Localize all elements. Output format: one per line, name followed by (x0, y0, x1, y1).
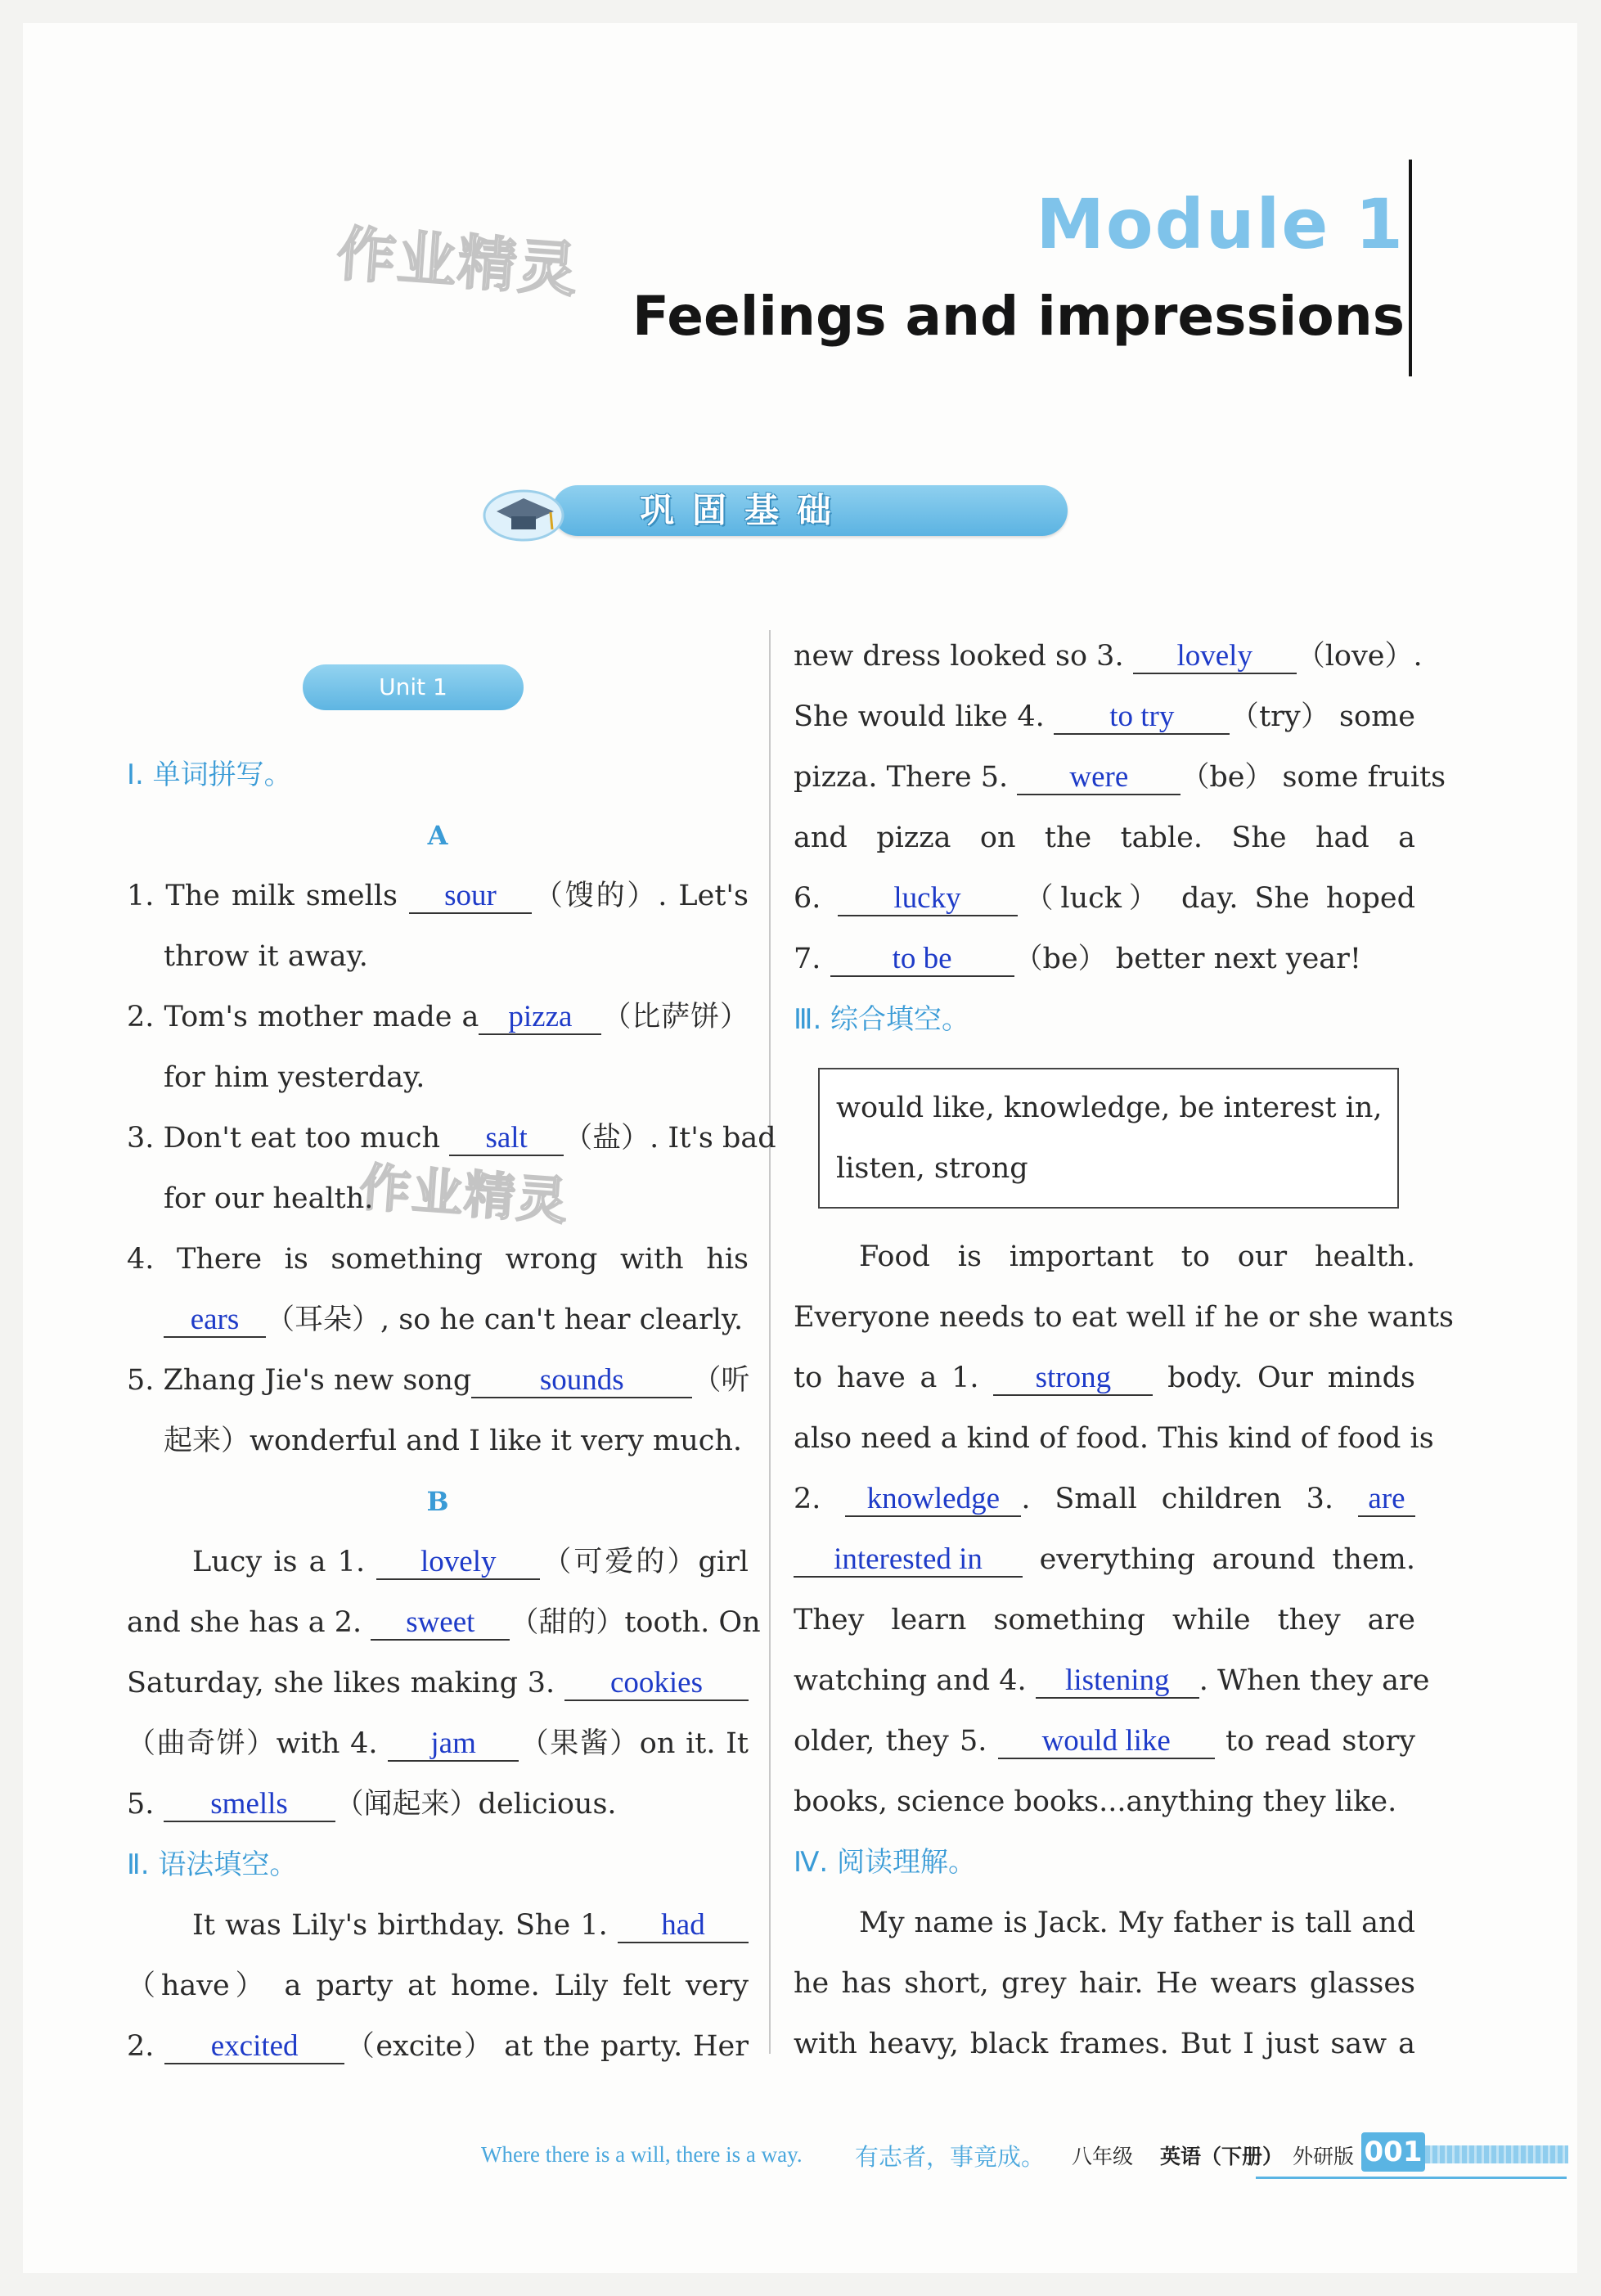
unit-label: Unit 1 (303, 664, 524, 710)
answer-blank[interactable]: had (618, 1909, 749, 1943)
question-line (127, 987, 749, 1047)
question-line: throw it away. (164, 940, 368, 973)
question-text: （耳朵）, so he can't hear clearly. (266, 1303, 744, 1336)
question-text: （馊的）. Let's (531, 880, 749, 912)
answer-blank[interactable]: sweet (371, 1606, 510, 1641)
passage-line (794, 868, 1415, 929)
question-number: 4. (127, 1243, 155, 1276)
answer-blank[interactable]: salt (449, 1122, 564, 1156)
footer-edition: 外研版 (1293, 2145, 1355, 2168)
section-banner (479, 479, 1068, 544)
passage-line (794, 1529, 1415, 1590)
question-line (127, 866, 749, 926)
question-line (127, 1108, 776, 1168)
question-text: Tom's mother made a (164, 1001, 479, 1033)
passage-line (794, 747, 1446, 808)
passage-line (127, 1532, 749, 1592)
passage-text: . Small children 3. (1021, 1483, 1334, 1515)
question-number: 3. (127, 1122, 155, 1155)
answer-blank[interactable]: sounds (471, 1364, 692, 1398)
question-text: （盐）. It's bad (564, 1122, 776, 1155)
question-line (127, 1290, 749, 1350)
question-text: （比萨饼） (601, 1001, 749, 1033)
answer-blank[interactable]: to try (1054, 700, 1230, 735)
answer-blank[interactable]: smells (164, 1788, 335, 1822)
footer-rule (1256, 2177, 1567, 2179)
question-line (127, 1350, 749, 1411)
question-text: Zhang Jie's new song (163, 1364, 472, 1397)
passage-line: Everyone needs to eat well if he or she wants (794, 1301, 1454, 1334)
passage-text: （甜的）tooth. On (510, 1606, 761, 1639)
passage-line (127, 2016, 749, 2077)
answer-blank[interactable]: pizza (479, 1001, 601, 1035)
passage-text: （果酱）on it. It (519, 1727, 749, 1760)
passage-line (127, 1713, 749, 1774)
passage-text: Saturday, she likes making 3. (127, 1667, 555, 1699)
answer-blank[interactable]: lucky (838, 882, 1018, 916)
passage-text: She would like 4. (794, 700, 1045, 733)
passage-text: 2. (127, 2030, 155, 2063)
passage-text: body. Our minds (1167, 1362, 1415, 1394)
passage-line (794, 1469, 1415, 1529)
passage-line (794, 626, 1423, 687)
passage-line: also need a kind of food. This kind of food is (794, 1422, 1434, 1455)
passage-line (794, 1348, 1415, 1408)
question-line: for him yesterday. (164, 1061, 425, 1094)
answer-blank[interactable]: lovely (376, 1546, 540, 1580)
section-banner-title: 巩固基础 (639, 490, 849, 530)
answer-blank[interactable]: sour (409, 880, 532, 914)
passage-text: It was Lily's birthday. She 1. (192, 1909, 608, 1942)
watermark: 作业精灵 (358, 1157, 571, 1231)
passage-line: My name is Jack. My father is tall and (859, 1907, 1415, 1939)
answer-blank[interactable]: jam (388, 1727, 519, 1762)
passage-text: （闻起来）delicious. (335, 1788, 617, 1821)
passage-text: 7. (794, 943, 821, 975)
passage-text: （be） better next year! (1014, 943, 1361, 975)
word-bank-line: listen, strong (836, 1152, 1028, 1185)
passage-line: （have） a party at home. Lily felt very (127, 1970, 749, 2002)
word-bank (818, 1068, 1399, 1209)
question-text: Don't eat too much (163, 1122, 441, 1155)
passage-text: 6. (794, 882, 821, 915)
answer-blank[interactable]: are (1358, 1483, 1415, 1517)
passage-text: （be） some fruits (1181, 761, 1446, 794)
answer-blank[interactable]: lovely (1133, 640, 1297, 674)
module-title: Module 1 (1036, 184, 1405, 264)
passage-text: to read story (1225, 1725, 1415, 1758)
passage-line: books, science books...anything they like. (794, 1785, 1397, 1818)
passage-text: （excite） at the party. Her (344, 2030, 749, 2063)
title-divider (1409, 160, 1412, 376)
answer-blank[interactable]: interested in (794, 1543, 1023, 1578)
question-text: There is something wrong with his (177, 1243, 749, 1276)
footer-grade: 八年级 (1072, 2145, 1134, 2168)
passage-line: They learn something while they are (794, 1604, 1415, 1636)
answer-blank[interactable]: cookies (564, 1667, 749, 1701)
passage-text: . When they are (1199, 1664, 1430, 1697)
passage-line (794, 687, 1415, 747)
answer-blank[interactable]: would like (998, 1725, 1215, 1759)
passage-text: watching and 4. (794, 1664, 1027, 1697)
section-heading: Ⅰ. 单词拼写。 (127, 759, 292, 791)
passage-text: （可爱的）girl (540, 1546, 749, 1578)
answer-blank[interactable]: strong (993, 1362, 1153, 1396)
passage-line (794, 929, 1415, 989)
answer-blank[interactable]: were (1017, 761, 1181, 795)
footer-motto-chinese: 有志者，事竟成。 (855, 2143, 1046, 2171)
passage-text: （try） some (1230, 700, 1415, 733)
page-number: 001 (1361, 2132, 1425, 2172)
passage-text: 5. (127, 1788, 155, 1821)
watermark: 作业精灵 (335, 218, 582, 305)
page-footer (0, 2127, 1601, 2177)
passage-line (127, 1774, 749, 1835)
answer-blank[interactable]: excited (164, 2030, 344, 2064)
answer-blank[interactable]: listening (1036, 1664, 1199, 1699)
question-text: The milk smells (165, 880, 398, 912)
passage-text: pizza. There 5. (794, 761, 1009, 794)
passage-text: new dress looked so 3. (794, 640, 1124, 673)
passage-text: older, they 5. (794, 1725, 987, 1758)
answer-blank[interactable]: to be (830, 943, 1014, 977)
passage-line: Food is important to our health. (859, 1240, 1415, 1273)
passage-text: and she has a 2. (127, 1606, 362, 1639)
footer-subject: 英语（下册） (1160, 2145, 1284, 2168)
footer-motto-english: Where there is a will, there is a way. (481, 2142, 803, 2167)
section-heading: Ⅱ. 语法填空。 (127, 1848, 298, 1881)
answer-blank[interactable]: ears (164, 1303, 266, 1338)
question-number: 1. (127, 880, 155, 912)
footer-stripe (1425, 2145, 1568, 2163)
module-subtitle: Feelings and impressions (632, 285, 1405, 348)
passage-text: everything around them. (1039, 1543, 1415, 1576)
passage-text: 2. (794, 1483, 821, 1515)
word-bank-line: would like, knowledge, be interest in, (836, 1092, 1383, 1124)
passage-text: （luck） day. She hoped (1017, 882, 1415, 915)
part-label: A (427, 820, 448, 851)
passage-line (127, 1895, 749, 1956)
passage-line (127, 1592, 761, 1653)
question-line: 起来）wonderful and I like it very much. (164, 1425, 743, 1457)
passage-line (127, 1653, 749, 1713)
right-column (794, 626, 1454, 2074)
passage-line (794, 1650, 1430, 1711)
passage-text: （love）. (1296, 640, 1423, 673)
question-number: 5. (127, 1364, 155, 1397)
passage-line: with heavy, black frames. But I just saw a (794, 2028, 1415, 2060)
question-number: 2. (127, 1001, 155, 1033)
passage-line (794, 1711, 1415, 1772)
answer-blank[interactable]: knowledge (845, 1483, 1021, 1517)
section-heading: Ⅲ. 综合填空。 (794, 1003, 970, 1036)
passage-line: and pizza on the table. She had a (794, 822, 1415, 854)
question-line (127, 1229, 749, 1290)
column-divider (769, 630, 771, 2054)
part-label: B (426, 1486, 449, 1517)
passage-line: he has short, grey hair. He wears glasses (794, 1967, 1415, 2000)
passage-text: to have a 1. (794, 1362, 979, 1394)
question-line: for our health. (164, 1182, 374, 1215)
passage-text: Lucy is a 1. (192, 1546, 366, 1578)
question-text: （听 (692, 1364, 750, 1397)
left-column (127, 655, 776, 2077)
passage-text: （曲奇饼）with 4. (127, 1727, 378, 1760)
section-heading: Ⅳ. 阅读理解。 (794, 1846, 976, 1879)
